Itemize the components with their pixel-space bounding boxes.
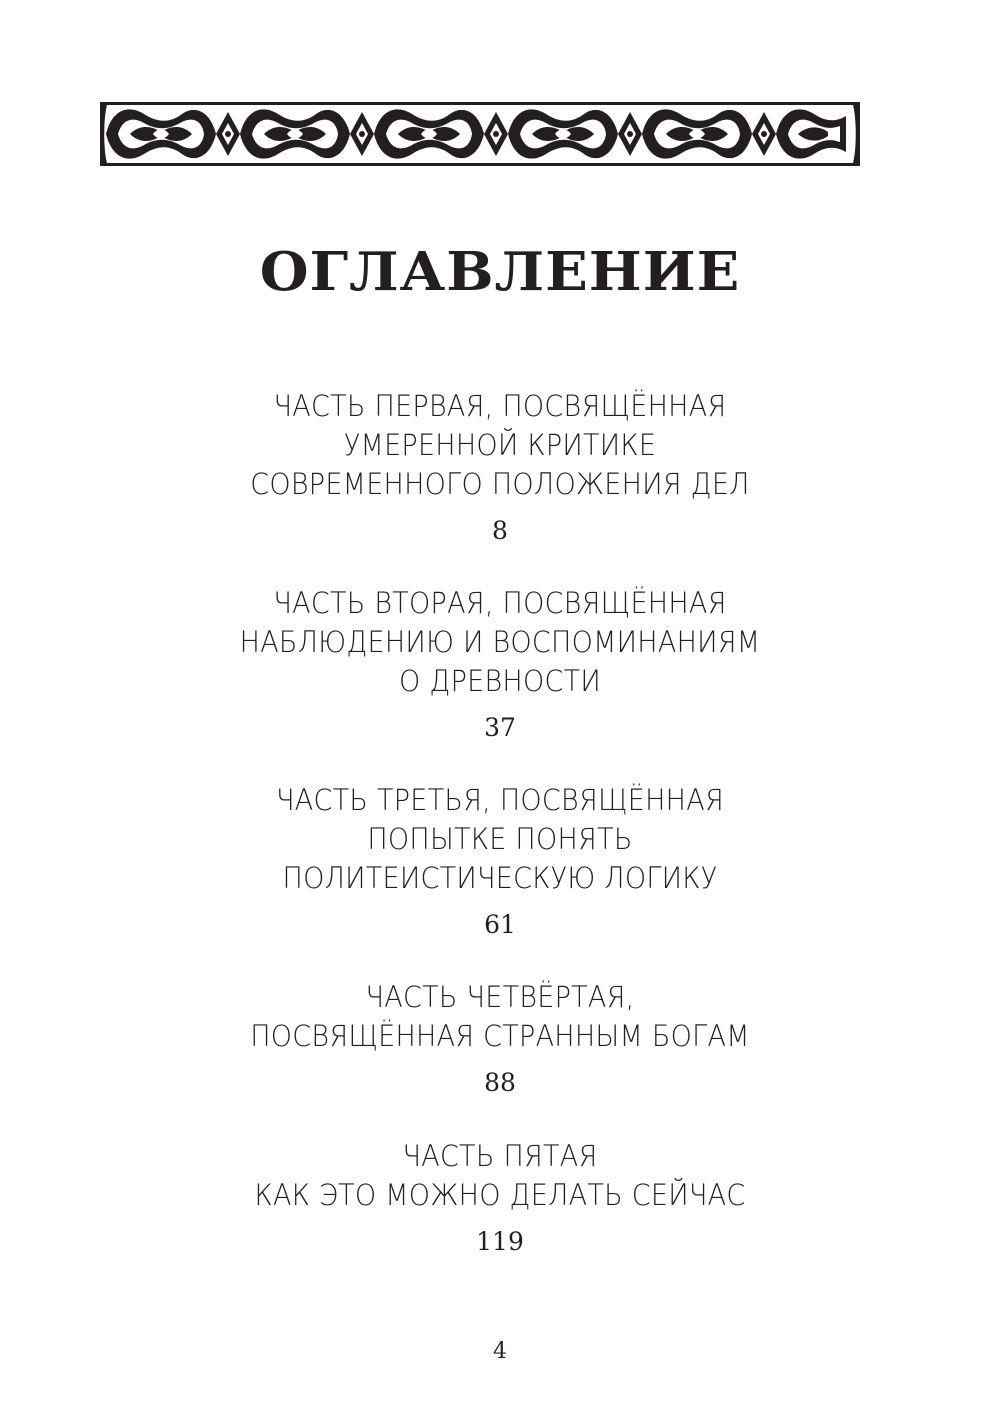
toc-entry-title-line: ПОПЫТКЕ ПОНЯТЬ [367,822,633,856]
footer-page-number: 4 [493,1339,507,1364]
toc-entry-title-line: СОВРЕМЕННОГО ПОЛОЖЕНИЯ ДЕЛ [250,467,750,501]
toc-entry-title-line: ЧАСТЬ ПЕРВАЯ, ПОСВЯЩЁННАЯ [273,389,727,423]
toc-entry-title-line: ПОЛИТЕИСТИЧЕСКУЮ ЛОГИКУ [282,861,718,895]
toc-entry-page-number: 8 [492,516,508,545]
toc-entry-title-line: ЧАСТЬ ПЯТАЯ [402,1139,598,1173]
toc-entry-title-line: НАБЛЮДЕНИЮ И ВОСПОМИНАНИЯМ [239,625,761,659]
toc-entry-part-5[interactable] [0,1137,1000,1257]
toc-entry-title-line: ЧАСТЬ ТРЕТЬЯ, ПОСВЯЩЁННАЯ [276,783,724,817]
toc-entry-title-line: О ДРЕВНОСТИ [399,664,601,698]
toc-entry-part-3[interactable] [0,781,1000,940]
toc-entry-part-1[interactable] [0,387,1000,546]
toc-entry-page-number: 61 [484,910,516,939]
toc-entry-part-4[interactable] [0,978,1000,1098]
toc-entry-part-2[interactable] [0,584,1000,743]
toc-entry-page-number: 88 [484,1068,516,1097]
toc-entry-title-line: ПОСВЯЩЁННАЯ СТРАННЫМ БОГАМ [250,1019,750,1053]
toc-entry-title-line: ЧАСТЬ ВТОРАЯ, ПОСВЯЩЁННАЯ [273,586,727,620]
decorative-ornament-border [100,96,860,172]
page-title: ОГЛАВЛЕНИЕ [259,240,741,304]
toc-entry-title-line: ЧАСТЬ ЧЕТВЁРТАЯ, [365,980,635,1014]
toc-entry-title-line: КАК ЭТО МОЖНО ДЕЛАТЬ СЕЙЧАС [254,1178,746,1212]
toc-entry-page-number: 119 [476,1227,524,1256]
toc-entry-page-number: 37 [484,713,516,742]
toc-entry-title-line: УМЕРЕННОЙ КРИТИКЕ [343,428,657,462]
